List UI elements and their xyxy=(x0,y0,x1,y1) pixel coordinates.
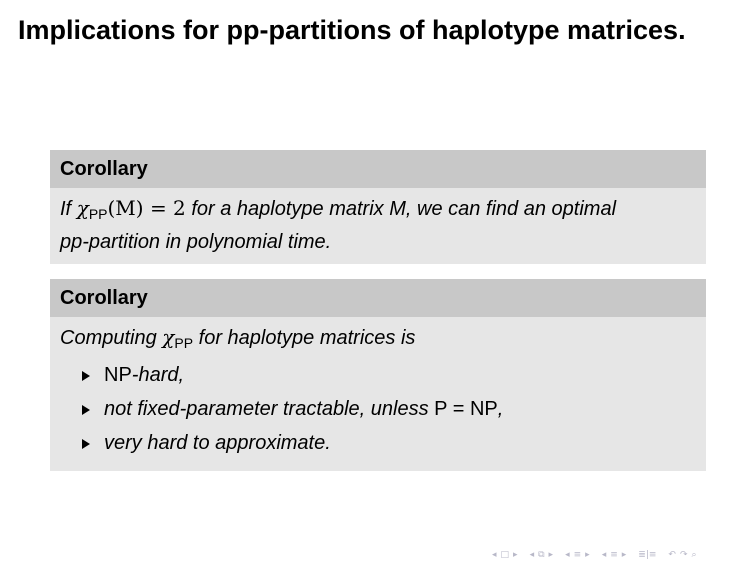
nav-right-arrow-icon[interactable]: ▸ xyxy=(621,550,627,560)
np-label: NP xyxy=(104,364,132,386)
list-item xyxy=(82,361,696,389)
slide-title: Implications for pp-partitions of haplotype matrices. xyxy=(18,15,686,45)
list-item xyxy=(82,395,696,423)
nav-right-arrow-icon[interactable]: ▸ xyxy=(513,550,518,560)
corollary-block-2 xyxy=(50,279,706,471)
presentation-icon[interactable]: ≡ xyxy=(610,550,618,560)
section-icon[interactable]: ≡ xyxy=(573,550,582,560)
text-segment: , xyxy=(497,398,504,420)
chi-subscript: PP xyxy=(174,335,194,351)
text-segment: Computing xyxy=(60,327,163,349)
chi-symbol: χ xyxy=(76,196,89,220)
forward-icon[interactable]: ↷ xyxy=(679,550,688,560)
nav-left-arrow-icon[interactable]: ◂ xyxy=(601,550,607,560)
outline-icon[interactable]: ≣|≡ xyxy=(638,550,657,560)
chi-subscript: PP xyxy=(88,206,108,222)
frame-icon[interactable]: □ xyxy=(500,550,510,560)
text-segment: for a haplotype matrix xyxy=(185,198,390,220)
text-if: If xyxy=(60,198,72,220)
beamer-navigation-bar xyxy=(492,548,697,562)
nav-left-arrow-icon[interactable]: ◂ xyxy=(565,550,570,560)
bullet-list xyxy=(60,361,696,457)
text-segment: not fixed-parameter tractable, unless xyxy=(104,398,435,420)
matrix-symbol: M xyxy=(389,198,406,220)
intro-line xyxy=(60,323,696,357)
nav-right-arrow-icon[interactable]: ▸ xyxy=(548,550,554,560)
triangle-bullet-icon xyxy=(82,371,90,381)
nav-left-arrow-icon[interactable]: ◂ xyxy=(492,550,497,560)
block-body xyxy=(50,188,706,264)
list-item xyxy=(82,429,696,457)
block-heading: Corollary xyxy=(50,279,706,317)
nav-right-arrow-icon[interactable]: ▸ xyxy=(585,550,590,560)
text-segment: very hard to approximate. xyxy=(104,432,331,454)
back-icon[interactable]: ↶ xyxy=(668,550,676,560)
math-expression: P = NP xyxy=(434,398,498,420)
triangle-bullet-icon xyxy=(82,439,90,449)
subsection-icon[interactable]: ⧉ xyxy=(538,550,545,560)
block-heading: Corollary xyxy=(50,150,706,188)
search-icon[interactable]: ⌕ xyxy=(691,550,697,560)
corollary-block-1 xyxy=(50,150,706,264)
triangle-bullet-icon xyxy=(82,405,90,415)
nav-left-arrow-icon[interactable]: ◂ xyxy=(529,550,535,560)
chi-symbol: χ xyxy=(162,325,175,349)
block-body xyxy=(50,317,706,471)
text-segment: , we can find an optimal xyxy=(405,198,617,220)
math-expression: (M) = 2 xyxy=(107,196,186,220)
text-segment: -hard, xyxy=(131,364,185,386)
text-line: pp-partition in polynomial time. xyxy=(60,231,332,253)
text-segment: for haplotype matrices is xyxy=(193,327,416,349)
